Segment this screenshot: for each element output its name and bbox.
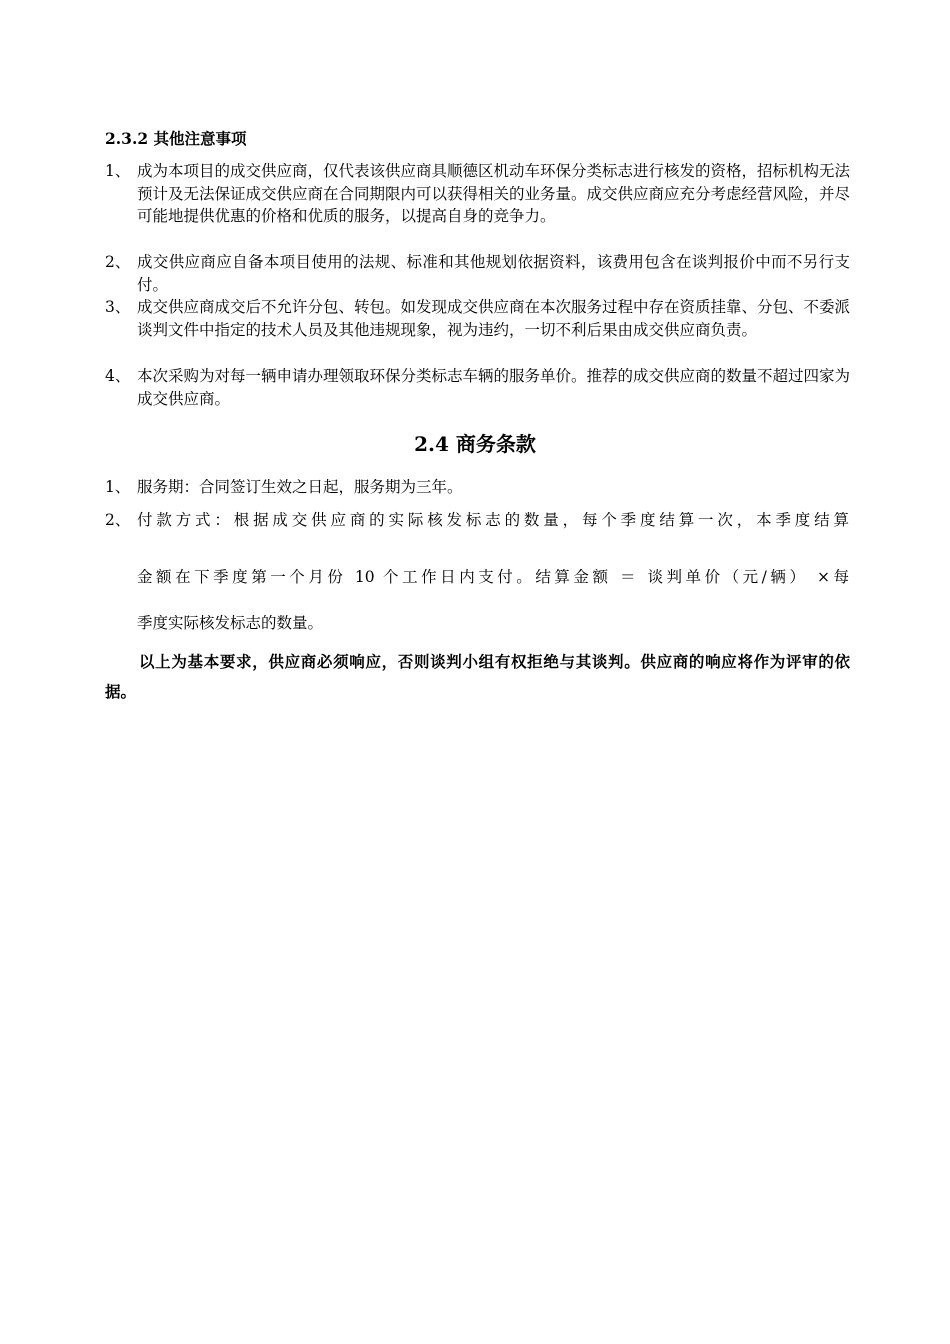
notice-item-text: 成交供应商应自备本项目使用的法规、标准和其他规划依据资料，该费用包含在谈判报价中而不另行支付。 [137, 253, 850, 294]
notice-item-number: 1、 [105, 162, 131, 180]
notice-item-number: 2、 [105, 253, 131, 271]
notice-item-3 [105, 296, 850, 341]
section-2-3-2-heading: 2.3.2 其他注意事项 [105, 129, 247, 148]
payment-terms-line-3: 季度实际核发标志的数量。 [137, 614, 324, 632]
notice-item-1 [105, 160, 850, 228]
business-item-1 [105, 476, 850, 499]
notice-item-number: 3、 [105, 298, 131, 316]
notice-item-text: 成为本项目的成交供应商，仅代表该供应商具顺德区机动车环保分类标志进行核发的资格，招标机构无法预计及无法保证成交供应商在合同期限内可以获得相关的业务量。成交供应商应充分考虑经营风险，并尽可能地提供优惠的价格和优质的服务，以提高自身的竞争力。 [137, 162, 851, 225]
notice-item-number: 4、 [105, 367, 131, 385]
section-2-4-heading: 2.4 商务条款 [414, 432, 536, 456]
business-item-number: 1、 [105, 478, 131, 496]
business-item-number: 2、 [105, 511, 131, 529]
business-item-text: 服务期：合同签订生效之日起，服务期为三年。 [137, 478, 463, 496]
closing-note: 以上为基本要求，供应商必须响应，否则谈判小组有权拒绝与其谈判。供应商的响应将作为评审的依据。 [105, 652, 850, 701]
notice-item-4 [105, 365, 850, 410]
notice-item-text: 本次采购为对每一辆申请办理领取环保分类标志车辆的服务单价。推荐的成交供应商的数量不超过四家为成交供应商。 [137, 367, 851, 408]
notice-item-2 [105, 251, 850, 296]
payment-terms-line-2: 金额在下季度第一个月份 10 个工作日内支付。结算金额 ＝ 谈判单价（元/辆） ×每 [137, 568, 849, 586]
notice-item-text: 成交供应商成交后不允许分包、转包。如发现成交供应商在本次服务过程中存在资质挂靠、分包、不委派谈判文件中指定的技术人员及其他违规现象，视为违约，一切不利后果由成交供应商负责。 [137, 298, 851, 339]
payment-terms-line-1: 付款方式：根据成交供应商的实际核发标志的数量，每个季度结算一次，本季度结算 [137, 511, 849, 529]
